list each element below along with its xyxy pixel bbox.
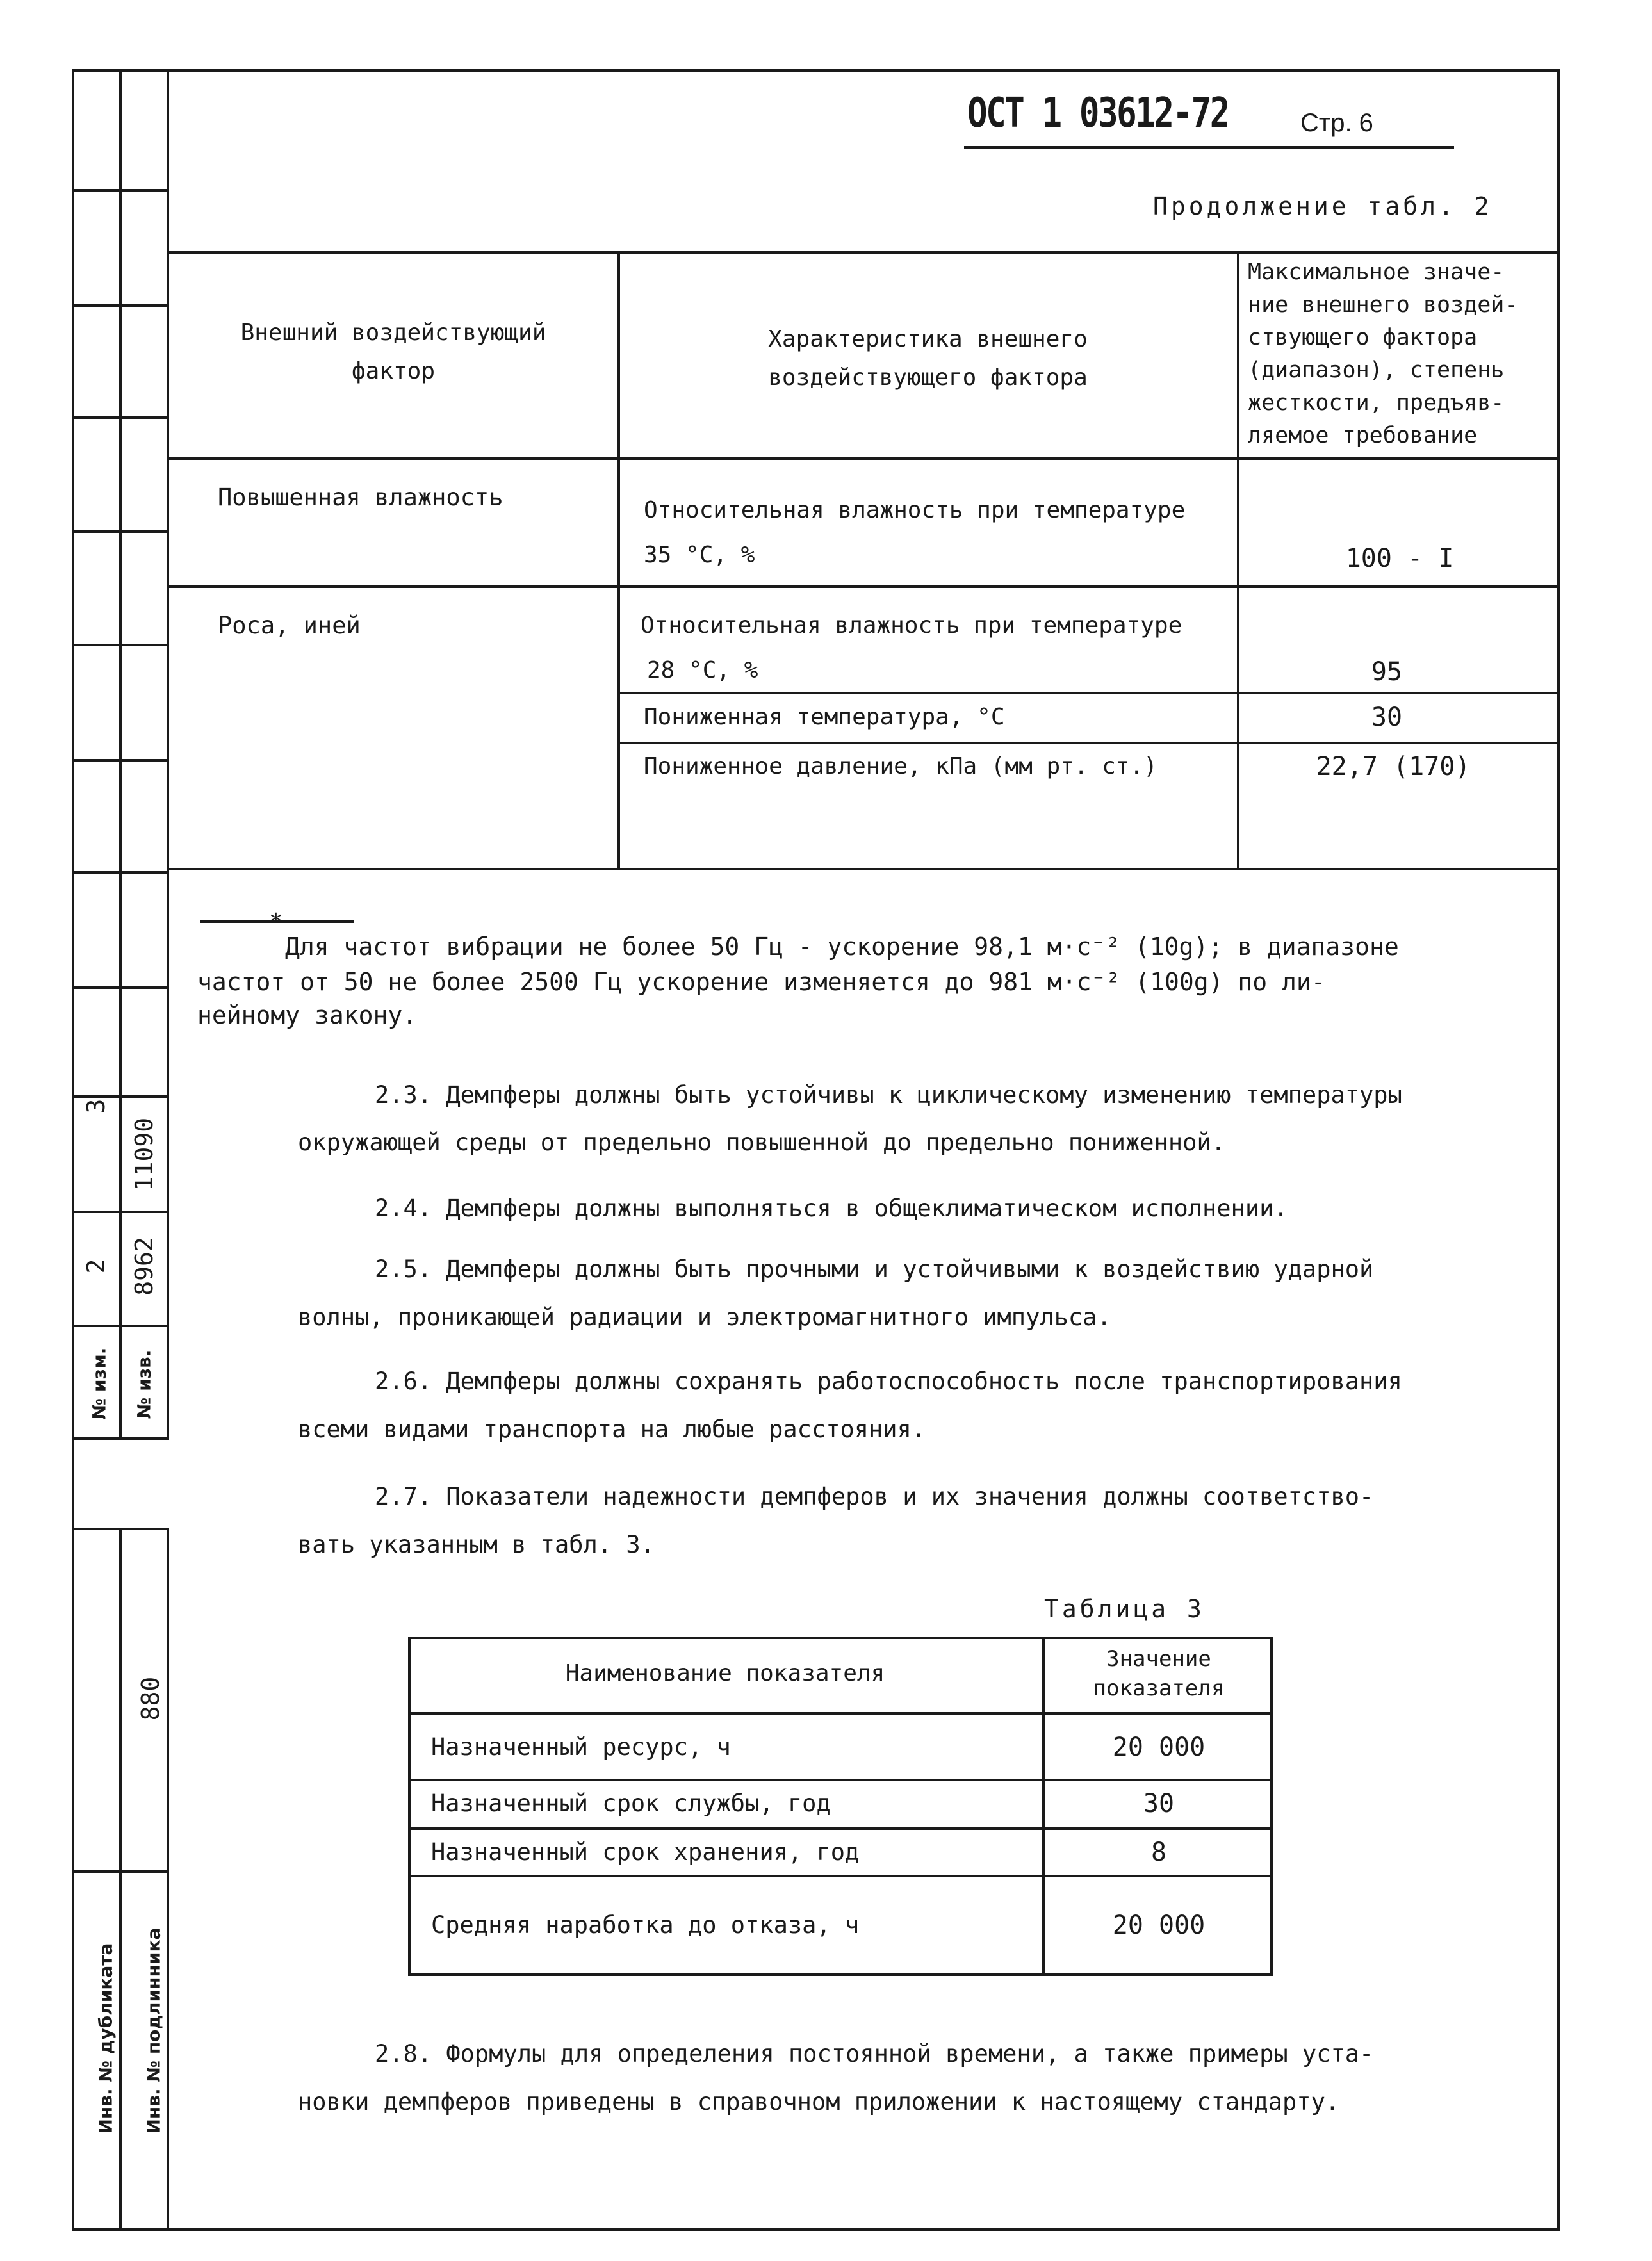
header-line: (диапазон), степень — [1248, 357, 1505, 383]
para-2-6-line-1: 2.6. Демпферы должны сохранять работоспособность после транспортирования — [375, 1367, 1402, 1395]
sidebar-tick — [72, 644, 169, 646]
para-2-6-line-2: всеми видами транспорта на любые расстояния. — [298, 1416, 926, 1443]
header-line: Максимальное значе- — [1248, 259, 1505, 285]
table3-row3-value: 8 — [1150, 1838, 1167, 1867]
page-number: Стр. 6 — [1300, 109, 1373, 137]
notice-number-8962: 8962 — [130, 1237, 158, 1296]
header-line: жесткости, предъяв- — [1248, 390, 1505, 416]
change-number-3: 3 — [82, 1098, 110, 1114]
t2-row2-value: 95 — [1371, 657, 1403, 687]
t2-row1-bottom — [169, 585, 1560, 588]
sidebar-tick — [72, 1211, 169, 1213]
para-2-7-line-2: вать указанным в табл. 3. — [298, 1531, 655, 1558]
header-line: Внешний воздействующий — [240, 320, 546, 346]
t2-row1-value: 100 - I — [1345, 544, 1454, 573]
table3-row4-name: Средняя наработка до отказа, ч — [431, 1911, 860, 1939]
para-2-8-line-1: 2.8. Формулы для определения постоянной времени, а также примеры уста- — [375, 2040, 1374, 2068]
header-line: воздействующего фактора — [768, 364, 1088, 391]
table3-header-name: Наименование показателя — [565, 1660, 885, 1686]
t2-row3-char: Пониженная температура, °C — [644, 704, 1005, 730]
table3-row2-name: Назначенный срок службы, год — [431, 1790, 831, 1817]
t2-row1-char-line1: Относительная влажность при температуре — [644, 497, 1186, 523]
table3-header-bottom — [408, 1712, 1273, 1715]
table3-caption: Таблица 3 — [1044, 1595, 1205, 1623]
header-line: ствующего фактора — [1248, 325, 1478, 350]
t2-header-factor — [169, 314, 617, 391]
notice-number-11090: 11090 — [130, 1117, 158, 1191]
table-continuation: Продолжение табл. 2 — [1153, 192, 1493, 220]
para-2-3-line-2: окружающей среды от предельно повышенной до предельно пониженной. — [298, 1129, 1225, 1156]
t2-row4-char: Пониженное давление, кПа (мм рт. ст.) — [644, 753, 1157, 780]
table3-row3-name: Назначенный срок хранения, год — [431, 1838, 860, 1866]
table3-row1-name: Назначенный ресурс, ч — [431, 1733, 731, 1761]
sidebar-tick — [72, 986, 169, 989]
t2-row1-char-line2: 35 °C, % — [644, 542, 755, 568]
para-2-8-line-2: новки демпферов приведены в справочном приложении к настоящему стандарту. — [298, 2088, 1340, 2116]
change-label: № изм. — [88, 1347, 110, 1420]
table3 — [408, 1637, 1273, 1976]
t2-header-characteristic — [619, 320, 1237, 397]
sidebar-lower-divider — [119, 1528, 122, 2231]
doc-number: ОСТ 1 03612-72 — [967, 90, 1229, 137]
header-line: Характеристика внешнего — [768, 326, 1088, 352]
footnote-line-3: нейному закону. — [197, 1001, 418, 1029]
para-2-3-line-1: 2.3. Демпферы должны быть устойчивы к циклическому изменению температуры — [375, 1081, 1402, 1109]
table3-row2-value: 30 — [1143, 1789, 1175, 1818]
change-number-2: 2 — [82, 1259, 110, 1274]
para-2-7-line-1: 2.7. Показатели надежности демпферов и их значения должны соответство- — [375, 1483, 1374, 1510]
para-2-5-line-2: волны, проникающей радиации и электромагнитного импульса. — [298, 1303, 1111, 1331]
t2-row2-char-line1: Относительная влажность при температуре — [641, 612, 1182, 639]
duplicate-number: 880 — [136, 1676, 165, 1721]
header-line: ляемое требование — [1248, 423, 1478, 448]
table3-header-value — [1045, 1644, 1273, 1703]
para-2-5-line-1: 2.5. Демпферы должны быть прочными и устойчивыми к воздействию ударной — [375, 1255, 1374, 1283]
t2-header-bottom — [169, 457, 1560, 460]
sidebar-tick — [72, 759, 169, 762]
sidebar-tick — [72, 416, 169, 419]
header-line: ние внешнего воздей- — [1248, 292, 1518, 318]
sidebar-tick — [72, 189, 169, 192]
t2-row2-factor: Роса, иней — [218, 612, 361, 639]
notice-label: № изв. — [133, 1350, 155, 1419]
para-2-4-line-1: 2.4. Демпферы должны выполняться в общеклиматическом исполнении. — [375, 1195, 1288, 1222]
header-line: фактор — [351, 358, 436, 384]
footnote-line-2: частот от 50 не более 2500 Гц ускорение изменяется до 981 м·с⁻² (100g) по ли- — [197, 968, 1326, 996]
t2-top — [169, 251, 1560, 254]
t2-header-value — [1248, 256, 1555, 452]
t2-row3-value: 30 — [1371, 703, 1403, 732]
footnote-marker: * — [269, 909, 283, 935]
table3-row1-value: 20 000 — [1112, 1733, 1206, 1762]
sidebar-tick — [72, 304, 169, 307]
header-line: Значение — [1106, 1646, 1211, 1672]
t2-row1-factor: Повышенная влажность — [218, 484, 503, 511]
t2-row2-char-line2: 28 °C, % — [647, 657, 758, 683]
sidebar-tick — [72, 1325, 169, 1327]
footnote-line-1: Для частот вибрации не более 50 Гц - ускорение 98,1 м·с⁻² (10g); в диапазоне — [285, 933, 1399, 961]
t2-row4-value: 22,7 (170) — [1316, 752, 1471, 781]
table3-row4-value: 20 000 — [1112, 1911, 1206, 1940]
sidebar-tick — [72, 530, 169, 533]
sidebar-tick — [72, 871, 169, 874]
sidebar-divider — [119, 69, 122, 1440]
sidebar-tick — [72, 1870, 169, 1873]
header-line: показателя — [1093, 1676, 1225, 1701]
inv-duplicate-label: Инв. № дубликата — [95, 1943, 117, 2134]
inv-original-label: Инв. № подлинника — [143, 1927, 165, 2134]
t2-bottom — [169, 868, 1560, 870]
header-underline — [964, 146, 1454, 149]
